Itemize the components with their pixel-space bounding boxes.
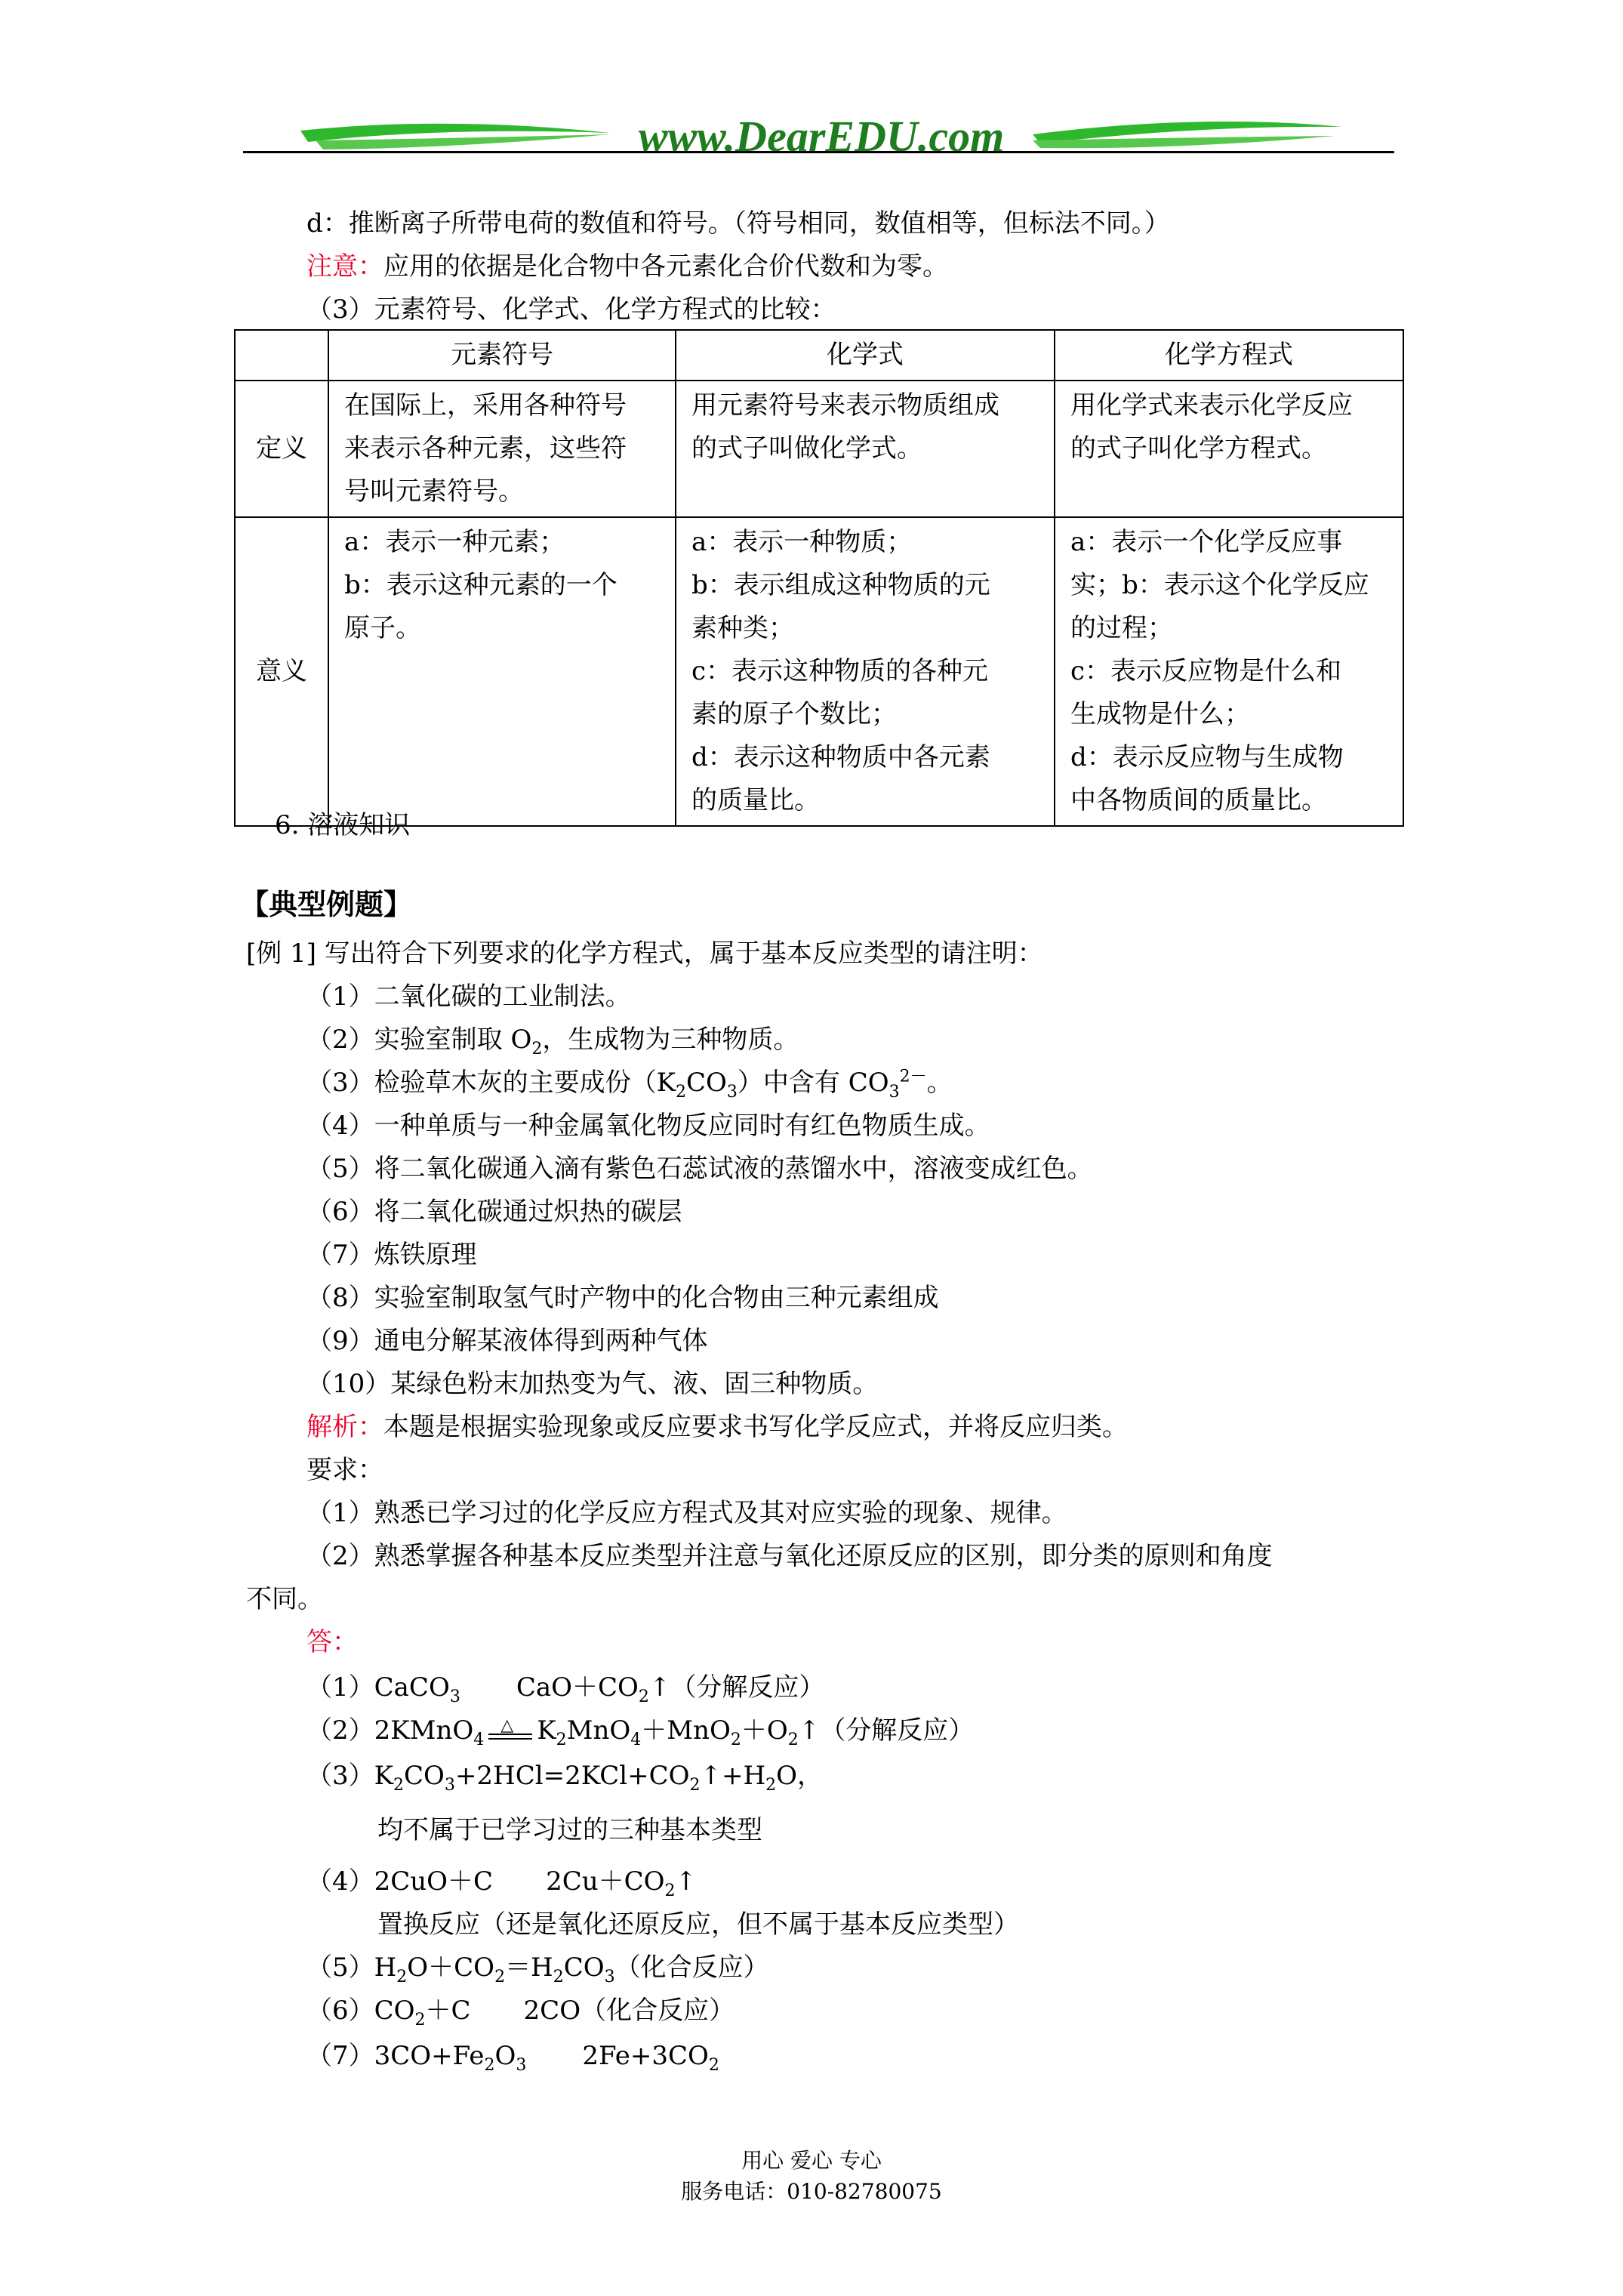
example-1-text: 写出符合下列要求的化学方程式，属于基本反应类型的请注明： xyxy=(324,938,1043,969)
cell-definition-symbol xyxy=(328,381,676,517)
cell-text: a：表示一种元素； xyxy=(344,527,565,557)
cell-text: 的式子叫做化学式。 xyxy=(691,433,922,464)
cell-text: 素的原子个数比； xyxy=(691,699,897,729)
eq-text: ＋O xyxy=(741,1715,788,1746)
cell-text: 号叫元素符号。 xyxy=(344,476,524,507)
answer-number: （7） xyxy=(306,2041,374,2071)
eq-text: ＋C xyxy=(425,1996,471,2026)
heat-condition: △ xyxy=(500,1716,514,1735)
q3-sup: 2－ xyxy=(899,1067,927,1086)
eq-sub: 2 xyxy=(664,1881,676,1900)
cell-text: c：表示反应物是什么和 xyxy=(1070,656,1342,686)
answer-label: 答： xyxy=(306,1627,358,1657)
answer-2 xyxy=(306,1715,975,1749)
cell-text: 用元素符号来表示物质组成 xyxy=(691,390,999,421)
cell-text: 原子。 xyxy=(344,613,421,643)
table-header-equation: 化学方程式 xyxy=(1055,330,1403,381)
question-9: （9）通电分解某液体得到两种气体 xyxy=(306,1326,708,1356)
q3-sub: 3 xyxy=(726,1082,738,1102)
site-logo xyxy=(293,104,1350,172)
cell-text: a：表示一种物质； xyxy=(691,527,913,557)
header-rule xyxy=(243,151,1394,153)
footer-phone: 服务电话：010-82780075 xyxy=(681,2179,942,2204)
answer-5 xyxy=(306,1952,769,1986)
eq-sub: 3 xyxy=(449,1687,460,1706)
table-header-row xyxy=(235,330,1403,381)
q3-text: CO xyxy=(686,1068,727,1098)
eq-sub: 2 xyxy=(638,1687,649,1706)
eq-text: CaCO xyxy=(374,1672,450,1703)
eq-sub: 3 xyxy=(516,2055,527,2075)
eq-text: O， xyxy=(776,1761,823,1791)
cell-text: 素种类； xyxy=(691,613,794,643)
row-label-definition: 定义 xyxy=(235,381,328,517)
cell-text: 实；b：表示这个化学反应 xyxy=(1070,570,1369,600)
note-label: 注意： xyxy=(306,251,383,282)
eq-sub: 2 xyxy=(730,1730,741,1749)
eq-sub: 2 xyxy=(414,2010,426,2029)
cell-meaning-symbol xyxy=(328,517,676,826)
cell-text: 用化学式来表示化学反应 xyxy=(1070,390,1353,421)
question-2 xyxy=(306,1025,799,1059)
eq-text: ↑（分解反应） xyxy=(648,1672,825,1703)
eq-sub: 2 xyxy=(556,1730,567,1749)
answer-number: （6） xyxy=(306,1996,374,2026)
cell-text: 生成物是什么； xyxy=(1070,699,1250,729)
answer-1 xyxy=(306,1672,825,1706)
intro-line-d: d：推断离子所带电荷的数值和符号。（符号相同，数值相等，但标法不同。） xyxy=(306,208,1170,239)
cell-text: 中各物质间的质量比。 xyxy=(1070,785,1327,815)
question-1: （1）二氧化碳的工业制法。 xyxy=(306,982,631,1012)
comparison-table xyxy=(234,329,1404,827)
eq-text: 2Cu＋CO xyxy=(546,1866,665,1897)
q3-text-end: 。 xyxy=(926,1068,953,1098)
q3-text: （3）检验草木灰的主要成份（K xyxy=(306,1068,676,1098)
eq-text: CO xyxy=(563,1952,605,1983)
eq-text: 3CO+Fe xyxy=(374,2041,485,2071)
eq-text: 2CO xyxy=(523,1996,581,2026)
q2-text-end: ，生成物为三种物质。 xyxy=(542,1025,799,1055)
eq-text: 2CuO＋C xyxy=(374,1866,494,1897)
eq-text: CO xyxy=(374,1996,415,2026)
cell-text: 来表示各种元素，这些符 xyxy=(344,433,627,464)
eq-sub: 2 xyxy=(494,1967,506,1986)
cell-text: 的质量比。 xyxy=(691,785,820,815)
example-1-label: [例 1] xyxy=(246,938,316,969)
requirements-label: 要求： xyxy=(306,1455,383,1485)
q2-text: （2）实验室制取 O xyxy=(306,1025,532,1055)
eq-text: MnO xyxy=(566,1715,631,1746)
eq-text: ＝H xyxy=(505,1952,553,1983)
eq-sub: 2 xyxy=(708,2055,719,2075)
eq-sub: 2 xyxy=(484,2055,495,2075)
cell-definition-equation xyxy=(1055,381,1403,517)
eq-text: K xyxy=(537,1715,556,1746)
answer-7 xyxy=(306,2041,719,2075)
answer-number: （5） xyxy=(306,1952,374,1983)
question-7: （7）炼铁原理 xyxy=(306,1240,477,1270)
answer-4-note: 置换反应（还是氧化还原反应，但不属于基本反应类型） xyxy=(377,1909,1019,1940)
answer-3 xyxy=(306,1761,823,1795)
cell-text: 的式子叫化学方程式。 xyxy=(1070,433,1327,464)
requirement-2-cont: 不同。 xyxy=(246,1584,323,1614)
cell-text: c：表示这种物质的各种元 xyxy=(691,656,989,686)
eq-sub: 4 xyxy=(473,1730,485,1749)
q3-sub: 3 xyxy=(888,1082,900,1102)
cell-text: d：表示反应物与生成物 xyxy=(1070,742,1344,772)
question-5: （5）将二氧化碳通入滴有紫色石蕊试液的蒸馏水中，溶液变成红色。 xyxy=(306,1154,1093,1184)
cell-text: 在国际上，采用各种符号 xyxy=(344,390,627,421)
table-row-definition xyxy=(235,381,1403,517)
footer-motto: 用心 爱心 专心 xyxy=(741,2148,882,2173)
eq-sub: 4 xyxy=(630,1730,642,1749)
analysis-line xyxy=(306,1412,1128,1442)
heat-equals-sign xyxy=(484,1715,537,1746)
note-line xyxy=(306,251,948,282)
eq-text: O＋CO xyxy=(407,1952,495,1983)
answer-3-note: 均不属于已学习过的三种基本类型 xyxy=(377,1815,762,1845)
answer-number: （2） xyxy=(306,1715,374,1746)
section-title: （3）元素符号、化学式、化学方程式的比较： xyxy=(306,294,836,325)
q2-sub: 2 xyxy=(531,1039,543,1059)
cell-text: b：表示这种元素的一个 xyxy=(344,570,617,600)
table-header-corner xyxy=(235,330,328,381)
logo-text: www.DearEDU.com xyxy=(638,112,1005,161)
question-8: （8）实验室制取氢气时产物中的化合物由三种元素组成 xyxy=(306,1283,939,1313)
analysis-label: 解析： xyxy=(306,1412,383,1442)
cell-meaning-formula xyxy=(676,517,1055,826)
examples-heading: 【典型例题】 xyxy=(240,887,413,921)
eq-text: CaO＋CO xyxy=(516,1672,639,1703)
eq-text: H xyxy=(374,1952,397,1983)
analysis-text: 本题是根据实验现象或反应要求书写化学反应式，并将反应归类。 xyxy=(383,1412,1128,1442)
q3-sub: 2 xyxy=(676,1082,687,1102)
eq-text: +2HCl=2KCl+CO xyxy=(454,1761,690,1791)
eq-text: 2KMnO xyxy=(374,1715,474,1746)
cell-text: b：表示组成这种物质的元 xyxy=(691,570,990,600)
eq-text: （化合反应） xyxy=(614,1952,769,1983)
answer-4 xyxy=(306,1866,698,1900)
eq-sub: 2 xyxy=(396,1967,408,1986)
eq-text: CO xyxy=(404,1761,445,1791)
row-label-meaning: 意义 xyxy=(235,517,328,826)
question-4: （4）一种单质与一种金属氧化物反应同时有红色物质生成。 xyxy=(306,1111,990,1141)
example-1-prompt xyxy=(246,938,1043,969)
eq-text: ↑+H xyxy=(700,1761,766,1791)
table-row-meaning xyxy=(235,517,1403,826)
eq-sub: 2 xyxy=(553,1967,564,1986)
note-text: 应用的依据是化合物中各元素化合价代数和为零。 xyxy=(383,251,948,282)
requirement-2: （2）熟悉掌握各种基本反应类型并注意与氧化还原反应的区别，即分类的原则和角度 xyxy=(306,1541,1273,1571)
cell-text: 的过程； xyxy=(1070,613,1173,643)
section-solution-knowledge: 6. 溶液知识 xyxy=(275,810,411,840)
answer-number: （4） xyxy=(306,1866,374,1897)
eq-text: （化合反应） xyxy=(581,1996,735,2026)
eq-text: ↑ xyxy=(675,1866,698,1897)
q3-text: ）中含有 CO xyxy=(737,1068,889,1098)
cell-text: a：表示一个化学反应事 xyxy=(1070,527,1343,557)
cell-definition-formula xyxy=(676,381,1055,517)
cell-text: d：表示这种物质中各元素 xyxy=(691,742,990,772)
question-6: （6）将二氧化碳通过炽热的碳层 xyxy=(306,1197,682,1227)
answer-number: （1） xyxy=(306,1672,374,1703)
eq-text: O xyxy=(494,2041,516,2071)
table-header-symbol: 元素符号 xyxy=(328,330,676,381)
cell-meaning-equation xyxy=(1055,517,1403,826)
question-3 xyxy=(306,1067,953,1102)
answer-6 xyxy=(306,1996,735,2029)
eq-text: ↑（分解反应） xyxy=(798,1715,975,1746)
eq-text: 2Fe+3CO xyxy=(582,2041,709,2071)
eq-sub: 3 xyxy=(604,1967,615,1986)
eq-text: ＋MnO xyxy=(641,1715,731,1746)
eq-sub: 2 xyxy=(393,1775,405,1795)
eq-sub: 2 xyxy=(689,1775,701,1795)
eq-sub: 3 xyxy=(444,1775,455,1795)
table-header-formula: 化学式 xyxy=(676,330,1055,381)
requirement-1: （1）熟悉已学习过的化学反应方程式及其对应实验的现象、规律。 xyxy=(306,1498,1067,1528)
eq-sub: 2 xyxy=(787,1730,799,1749)
answer-number: （3） xyxy=(306,1761,374,1791)
eq-sub: 2 xyxy=(765,1775,777,1795)
eq-text: K xyxy=(374,1761,394,1791)
question-10: （10）某绿色粉末加热变为气、液、固三种物质。 xyxy=(306,1369,879,1399)
